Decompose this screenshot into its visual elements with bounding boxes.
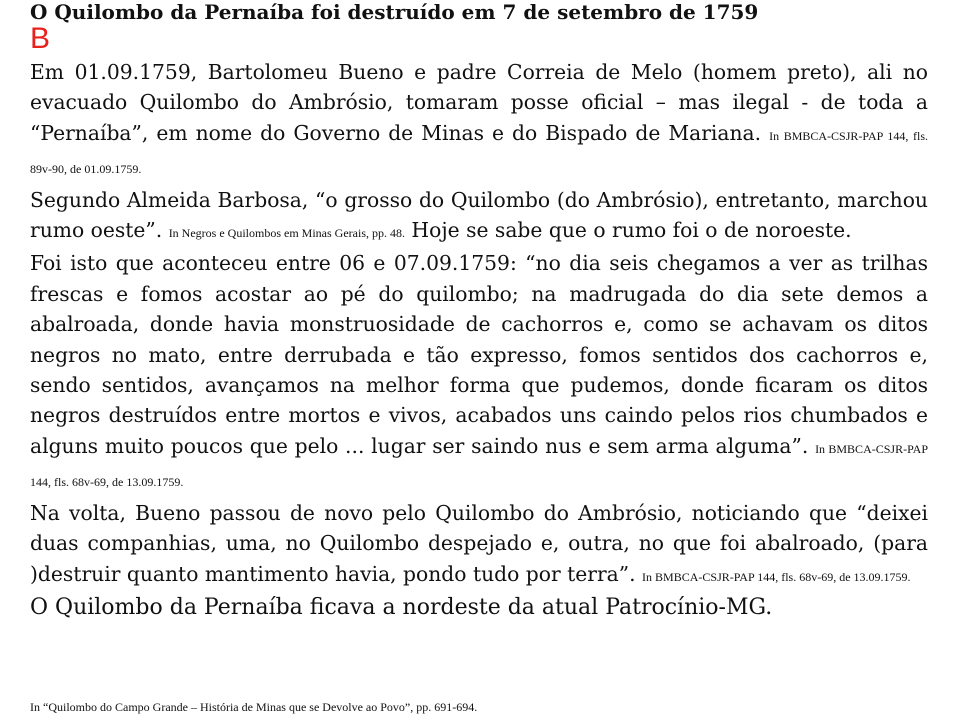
- paragraph-text: Na volta, Bueno passou de novo pelo Quilombo do Ambrósio, noticiando que “deixei duas companhias, uma, no Quilombo despejado e, outra, no que foi abalroado, (para )destruir quanto mantimento havia, pondo tudo por terra”.: [30, 500, 928, 586]
- paragraph-1: [30, 57, 928, 185]
- paragraph-text: Em 01.09.1759, Bartolomeu Bueno e padre Correia de Melo (homem preto), ali no evacuado Quilombo do Ambrósio, tomaram posse oficial – mas ilegal - de toda a “Pernaíba”, em nome do Governo de Minas e do Bispado de Mariana.: [30, 60, 928, 145]
- section-marker: B: [30, 22, 51, 55]
- paragraph-text: Segundo Almeida Barbosa, “o grosso do Quilombo (do Ambrósio), entretanto, marchou rumo oeste”.: [30, 187, 928, 243]
- slide-title: O Quilombo da Pernaíba foi destruído em 7 de setembro de 1759: [30, 0, 759, 24]
- paragraph-text: Foi isto que aconteceu entre 06 e 07.09.1759: “no dia seis chegamos a ver as trilhas frescas e fomos acostar ao pé do quilombo; na madrugada do dia sete demos a abalroada, donde havia monstruosidade de cachorros e, como se achavam os ditos negros no mato, entre derrubada e tão expresso, fomos sentidos dos cachorros e, sendo sentidos, avançamos na melhor forma que pudemos, donde ficaram os ditos negros destruídos entre mortos e vivos, acabados uns caindo pelos rios chumbados e alguns muito poucos que pelo ... lugar ser saindo nus e sem arma alguma”.: [30, 251, 928, 458]
- closing-statement: O Quilombo da Pernaíba ficava a nordeste da atual Patrocínio-MG.: [30, 594, 773, 620]
- source-citation: In “Quilombo do Campo Grande – História de Minas que se Devolve ao Povo”, pp. 691-694.: [30, 700, 478, 714]
- paragraph-4: [30, 498, 928, 592]
- citation: In BMBCA-CSJR-PAP 144, fls. 68v-69, de 13.09.1759.: [642, 569, 911, 584]
- citation: In Negros e Quilombos em Minas Gerais, pp. 48.: [168, 226, 405, 241]
- paragraph-after: Hoje se sabe que o rumo foi o de noroeste.: [404, 218, 852, 243]
- citation: In BMBCA-CSJR-PAP 144, fls. 68v-69, de 13.09.1759.: [30, 441, 928, 490]
- citation: In BMBCA-CSJR-PAP 144, fls. 89v-90, de 01.09.1759.: [30, 128, 928, 177]
- slide-body: [30, 57, 928, 624]
- paragraph-3: [30, 248, 928, 497]
- paragraph-2: [30, 185, 928, 249]
